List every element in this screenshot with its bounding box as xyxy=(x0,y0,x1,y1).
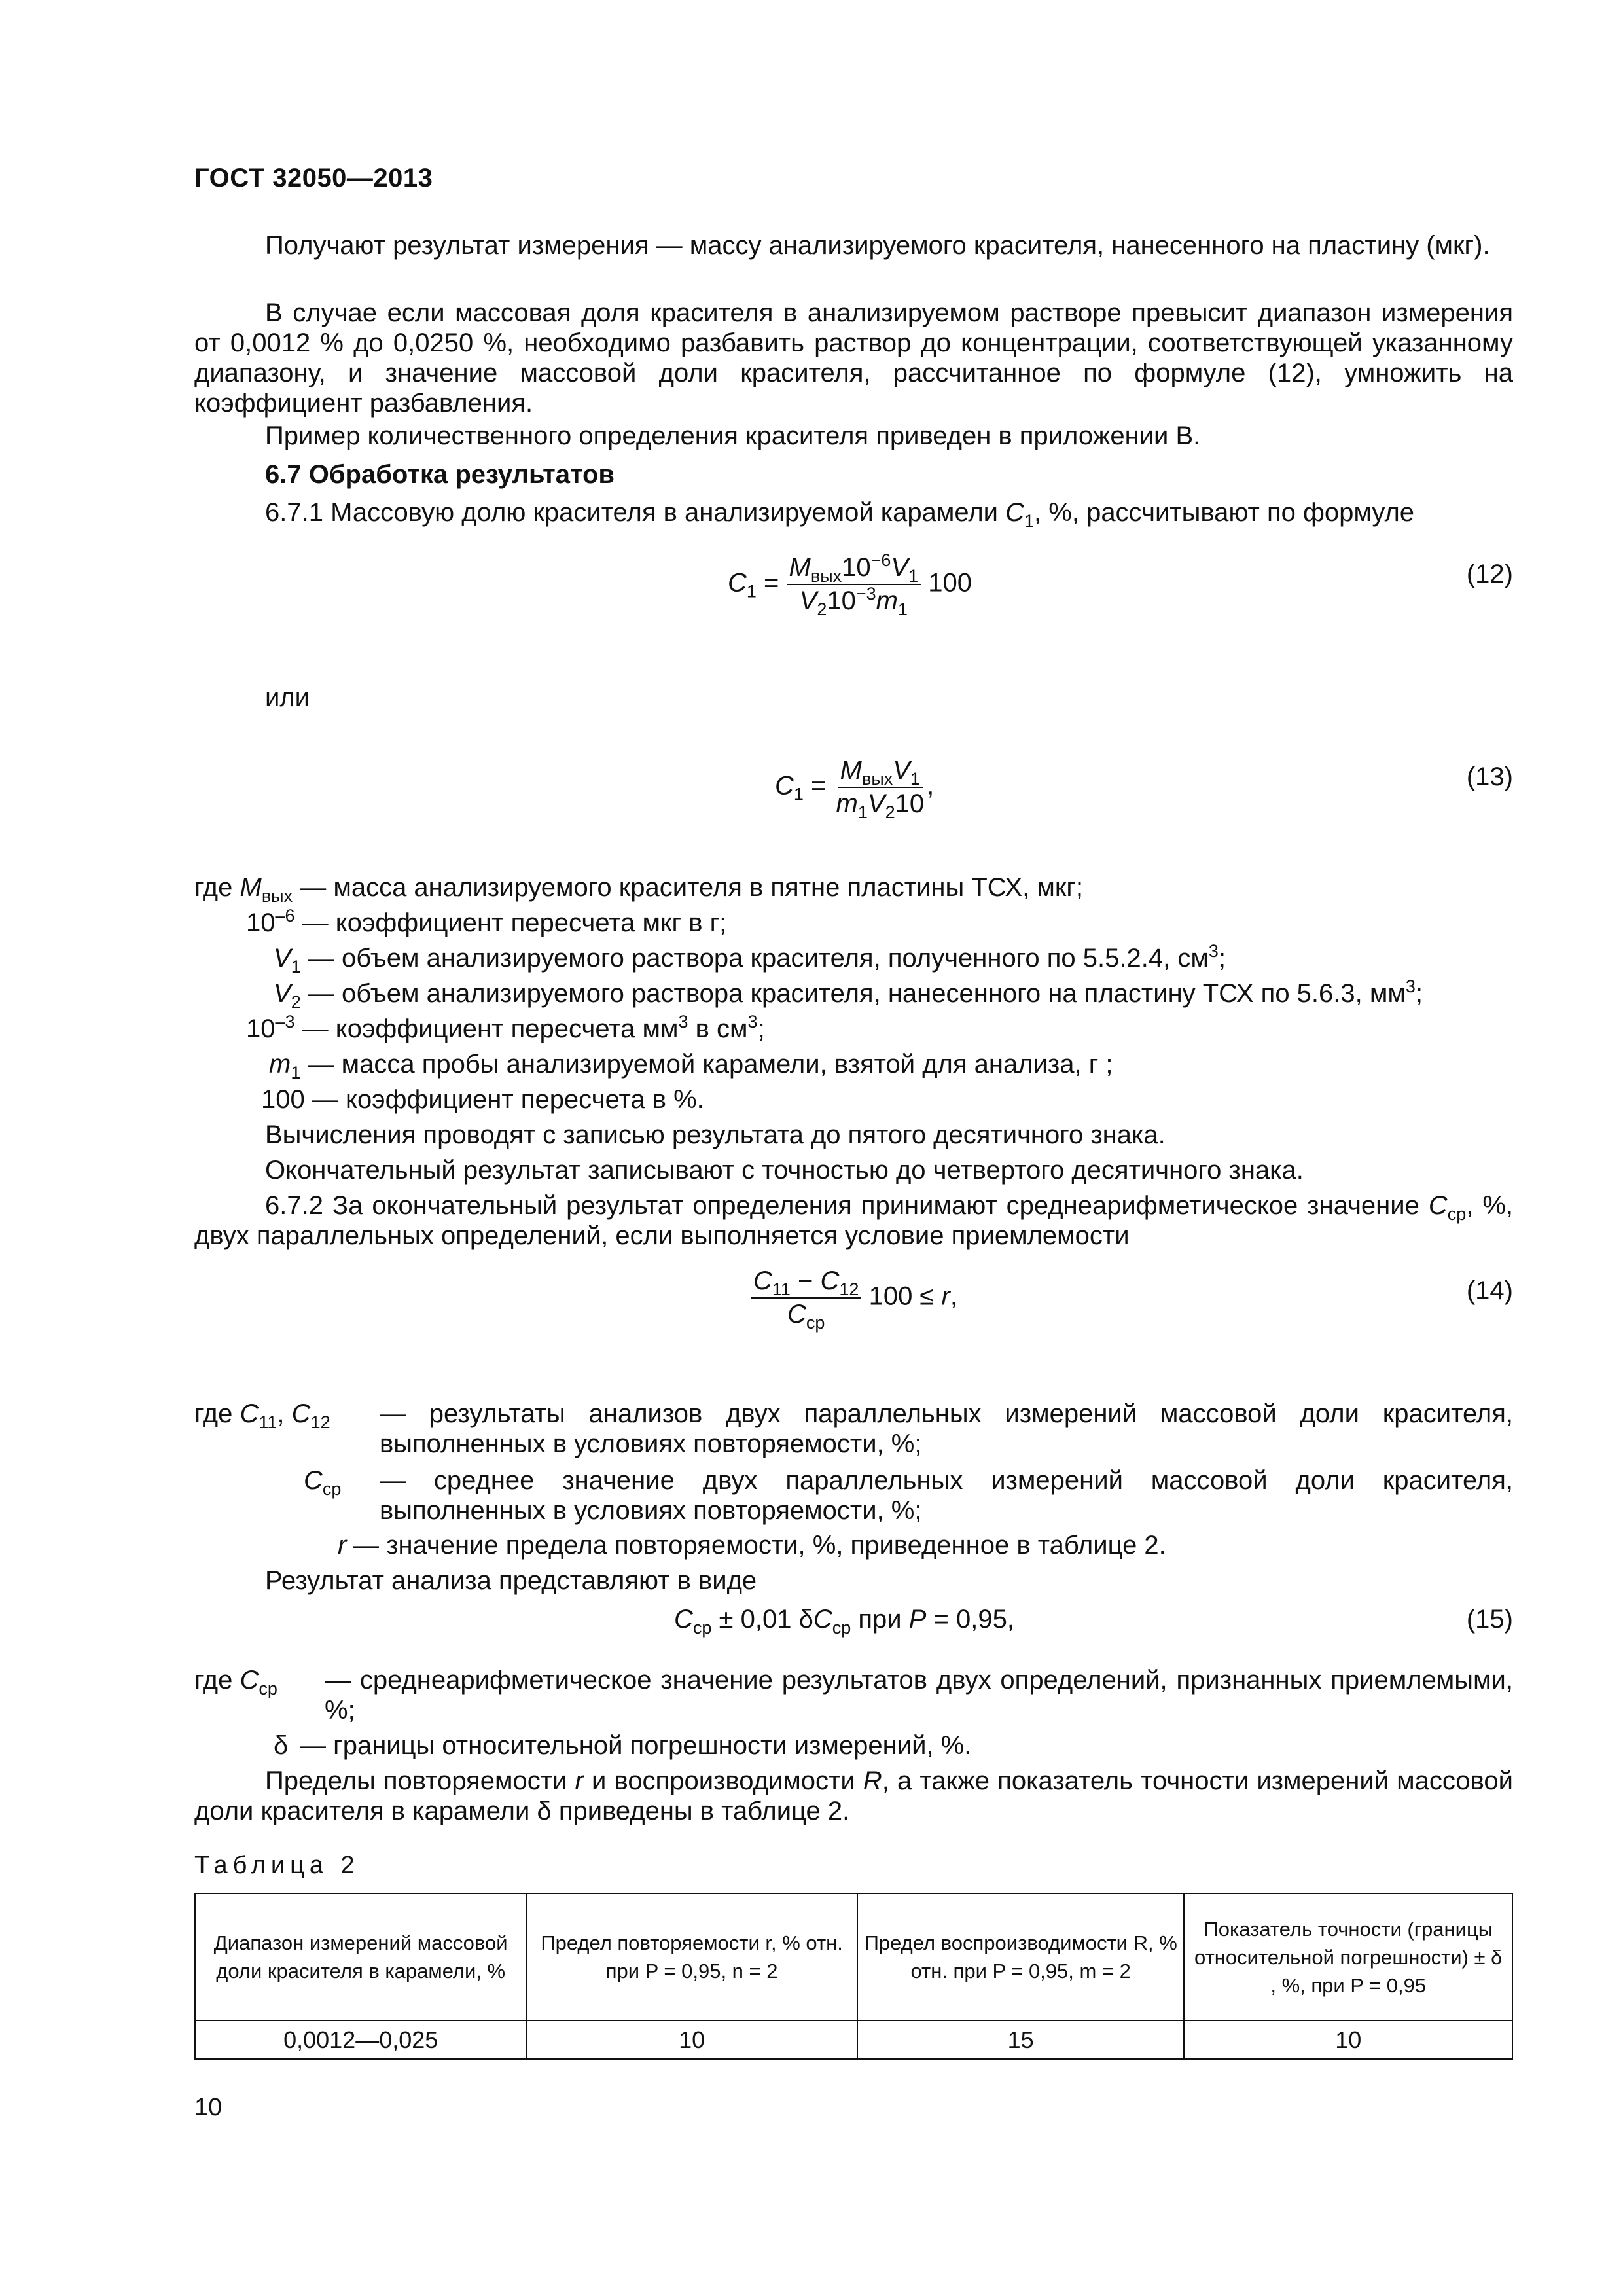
formula-number-12: (12) xyxy=(1466,560,1513,588)
table-header-reproducibility: Предел воспроизводимости R, % отн. при P = 0,95, m = 2 xyxy=(857,1893,1185,2020)
paragraph-calc2: Окончательный результат записывают с точностью до четвертого десятичного знака. xyxy=(265,1156,1304,1185)
table-header-accuracy: Показатель точности (границы относительной погрешности) ± δ , %, при P = 0,95 xyxy=(1184,1893,1512,2020)
definition-10-6: $10^{-6}$ — коэффициент пересчета мкг в г; xyxy=(246,906,727,937)
definition-c11-c12-term: где $C_{11}$, $C_{12}$ xyxy=(194,1399,330,1432)
table-cell-range: 0,0012—0,025 xyxy=(195,2020,526,2059)
definition-r: — значение предела повторяемости, %, приведенное в таблице 2. xyxy=(353,1531,1166,1560)
table-cell-reproducibility: 15 xyxy=(857,2020,1185,2059)
formula-14: $\frac{C_{11} - C_{12}}{C_{ср}}$ 100 ≤ r, xyxy=(751,1266,957,1329)
paragraph-result: Получают результат измерения — массу анализируемого красителя, нанесенного на пластину (мкг). xyxy=(265,231,1490,260)
paragraph-result-form: Результат анализа представляют в виде xyxy=(265,1566,757,1595)
definition-c11-c12: — результаты анализов двух параллельных измерений массовой доли красителя, выполненных в условиях повторяемости, %; xyxy=(380,1399,1513,1458)
table-cell-repeatability: 10 xyxy=(526,2020,857,2059)
page-number: 10 xyxy=(194,2094,223,2121)
definition-m1: $m_1$ — масса пробы анализируемой карамели, взятой для анализа, г ; xyxy=(269,1050,1113,1083)
definition-ccp-term: $C_{ср}$ xyxy=(304,1466,342,1499)
definition-delta-term: δ xyxy=(274,1731,289,1760)
formula-15: $C_{ср} \pm 0,01$ $\delta C_{ср}$ при P = 0,95, xyxy=(674,1605,1014,1638)
definition-100: 100 — коэффициент пересчета в %. xyxy=(261,1085,704,1114)
formula-number-15: (15) xyxy=(1466,1605,1513,1634)
definition-v1: $V_1$ — объем анализируемого раствора красителя, полученного по 5.5.2.4, $см^3$; xyxy=(274,941,1226,977)
definition-ccp2: — среднеарифметическое значение результатов двух определений, признанных приемлемыми, %; xyxy=(325,1666,1513,1725)
table-cell-accuracy: 10 xyxy=(1184,2020,1512,2059)
definition-delta: — границы относительной погрешности измерений, %. xyxy=(300,1731,972,1760)
definition-ccp2-term: где $C_{ср}$ xyxy=(194,1666,277,1698)
definition-ccp: — среднее значение двух параллельных измерений массовой доли красителя, выполненных в условиях повторяемости, %; xyxy=(380,1466,1513,1525)
paragraph-example: Пример количественного определения красителя приведен в приложении В. xyxy=(265,422,1201,450)
formula-number-13: (13) xyxy=(1466,762,1513,791)
table-row xyxy=(195,2020,1512,2059)
table-header-row xyxy=(195,1893,1512,2020)
definition-r-term: r xyxy=(338,1531,347,1560)
paragraph-dilution: В случае если массовая доля красителя в анализируемом растворе превысит диапазон измерения от 0,0012 % до 0,0250 %, необходимо разбавить раствор до концентрации, соответствующей указанному диапазону, и значение массовой доли красителя, рассчитанное по формуле (12), умножить на коэффициент разбавления. xyxy=(194,298,1513,418)
formula-number-14: (14) xyxy=(1466,1276,1513,1305)
standard-header: ГОСТ 32050—2013 xyxy=(194,164,433,192)
definition-v2: $V_2$ — объем анализируемого раствора красителя, нанесенного на пластину ТСХ по 5.6.3, $мм^3$; xyxy=(274,977,1423,1012)
definition-10-3: $10^{-3}$ — коэффициент пересчета $мм^3$ в $см^3$; xyxy=(246,1012,765,1043)
table-header-repeatability: Предел повторяемости r, % отн. при P = 0,95, n = 2 xyxy=(526,1893,857,2020)
table-caption: Таблица 2 xyxy=(194,1852,360,1879)
table-2 xyxy=(194,1893,1513,2060)
text-or: или xyxy=(265,683,310,712)
paragraph-672: 6.7.2 За окончательный результат определения принимают среднеарифметическое значение $C_{ср}$, %, двух параллельных определений, если выполняется условие приемлемости xyxy=(194,1191,1513,1250)
paragraph-671: 6.7.1 Массовую долю красителя в анализируемой карамели $C_1$, %, рассчитывают по формуле xyxy=(265,498,1415,531)
definition-mvyx: где $M_{вых}$ — масса анализируемого красителя в пятне пластины ТСХ, мкг; xyxy=(194,873,1084,906)
table-header-range: Диапазон измерений массовой доли красителя в карамели, % xyxy=(195,1893,526,2020)
section-heading: 6.7 Обработка результатов xyxy=(265,460,615,489)
paragraph-calc1: Вычисления проводят с записью результата до пятого десятичного знака. xyxy=(265,1121,1166,1149)
formula-13: $C_1$ = $\frac{M_{вых}V_1}{m_1V_210}$ , xyxy=(775,756,935,822)
formula-12: $C_1$ = $\frac{M_{вых}10^{-6}V_1}{V_210^{-3}m_1}$ 100 xyxy=(728,550,972,619)
paragraph-limits: Пределы повторяемости r и воспроизводимости R, а также показатель точности измерений массовой доли красителя в карамели δ приведены в таблице 2. xyxy=(194,1767,1514,1825)
